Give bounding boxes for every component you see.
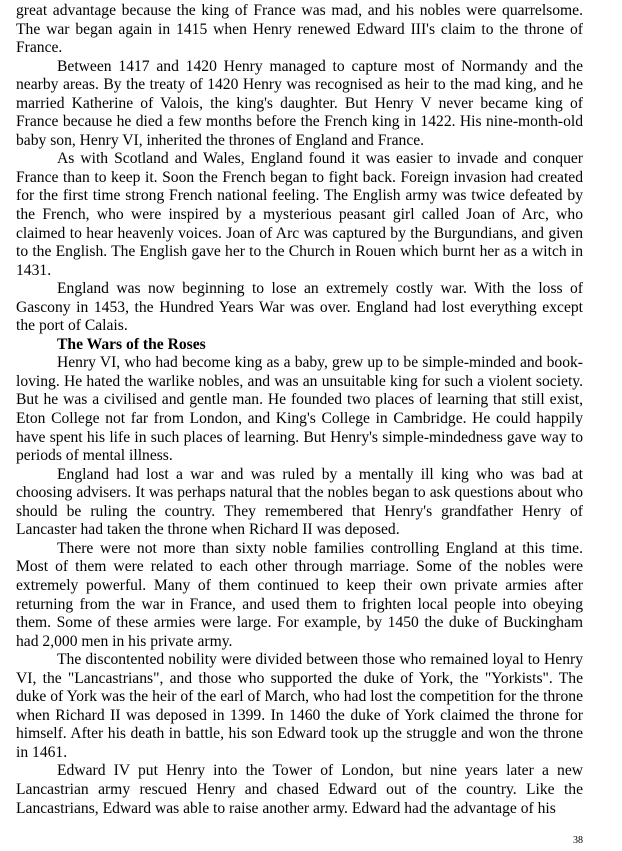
paragraph: England was now beginning to lose an extremely costly war. With the loss of Gascony in 1453, the Hundred Years War was over. England had lost everything except the port of Calais. xyxy=(16,280,583,335)
page-number: 38 xyxy=(573,835,583,846)
section-heading: The Wars of the Roses xyxy=(57,335,206,353)
body-text-before-heading xyxy=(16,2,583,336)
paragraph: Edward IV put Henry into the Tower of London, but nine years later a new Lancastrian army rescued Henry and chased Edward out of the country. Like the Lancastrians, Edward was able to raise another army. Edward had the advantage of his xyxy=(16,762,583,817)
paragraph: Henry VI, who had become king as a baby, grew up to be simple-minded and book-loving. He hated the warlike nobles, and was an unsuitable king for such a violent society. But he was a civilised and gentle man. He founded two places of learning that still exist, Eton College not far from London, and King's College in Cambridge. He could happily have spent his life in such places of learning. But Henry's simple-mindedness gave way to periods of mental illness. xyxy=(16,354,583,465)
body-text-after-heading xyxy=(16,354,583,818)
paragraph: There were not more than sixty noble families controlling England at this time. Most of them were related to each other through marriage. Some of the nobles were extremely powerful. Many of them continued to keep their own private armies after returning from the war in France, and used them to frighten local people into obeying them. Some of these armies were large. For example, by 1450 the duke of Buckingham had 2,000 men in his private army. xyxy=(16,539,583,650)
document-page xyxy=(16,2,583,818)
paragraph: England had lost a war and was ruled by a mentally ill king who was bad at choosing advisers. It was perhaps natural that the nobles began to ask questions about who should be ruling the country. They remembered that Henry's grandfather Henry of Lancaster had taken the throne when Richard II was deposed. xyxy=(16,465,583,539)
paragraph: great advantage because the king of France was mad, and his nobles were quarrelsome. The war began again in 1415 when Henry renewed Edward III's claim to the throne of France. xyxy=(16,2,583,57)
paragraph: The discontented nobility were divided between those who remained loyal to Henry VI, the "Lancastrians", and those who supported the duke of York, the "Yorkists". The duke of York was the heir of the earl of March, who had lost the competition for the throne when Richard II was deposed in 1399. In 1460 the duke of York claimed the throne for himself. After his death in battle, his son Edward took up the struggle and won the throne in 1461. xyxy=(16,651,583,761)
paragraph: As with Scotland and Wales, England found it was easier to invade and conquer France than to keep it. Soon the French began to fight back. Foreign invasion had created for the first time strong French national feeling. The English army was twice defeated by the French, who were inspired by a mysterious peasant girl called Joan of Arc, who claimed to hear heavenly voices. Joan of Arc was captured by the Burgundians, and given to the English. The English gave her to the Church in Rouen which burnt her as a witch in 1431. xyxy=(16,150,583,279)
paragraph: Between 1417 and 1420 Henry managed to capture most of Normandy and the nearby areas. By the treaty of 1420 Henry was recognised as heir to the mad king, and he married Katherine of Valois, the king's daughter. But Henry V never became king of France because he died a few months before the French king in 1422. His nine-month-old baby son, Henry VI, inherited the thrones of England and France. xyxy=(16,57,583,149)
